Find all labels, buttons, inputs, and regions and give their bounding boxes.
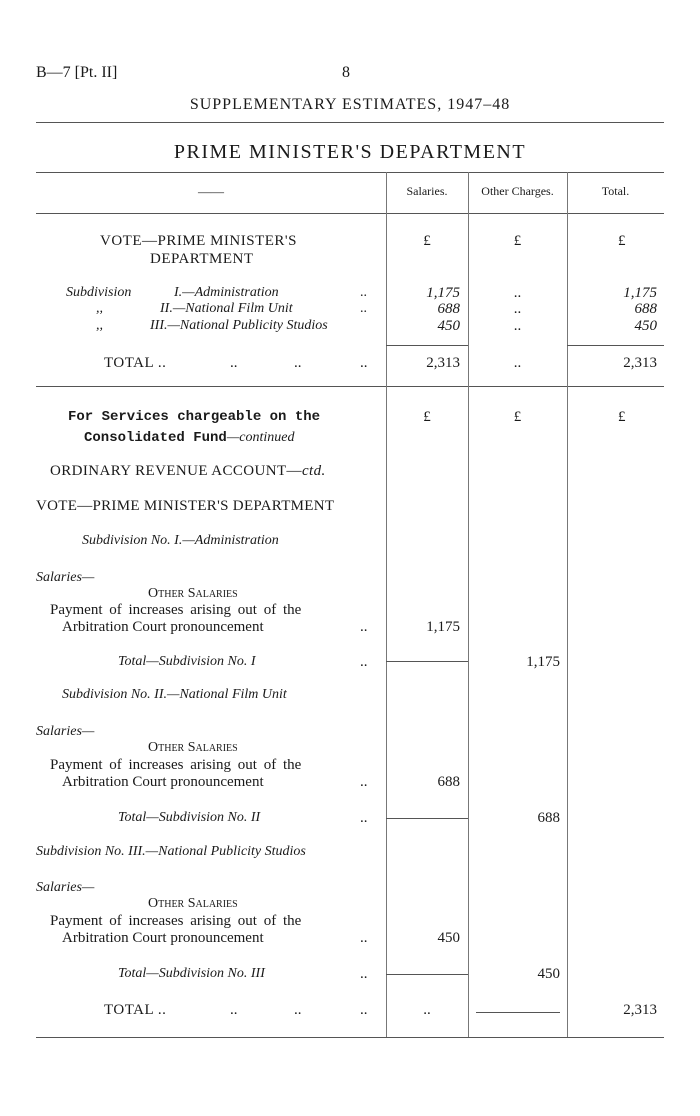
- summary-currency-total: £: [618, 233, 626, 249]
- column-header-description: ——: [198, 184, 224, 199]
- leader-dots: ..: [230, 1002, 238, 1018]
- summary-row-salaries: 1,175: [426, 285, 460, 301]
- subtotal-rule: [386, 661, 468, 662]
- payment-description-line2: Arbitration Court pronouncement: [62, 930, 264, 946]
- summary-vote-title-line2: DEPARTMENT: [150, 251, 254, 267]
- leader-dots: ..: [360, 355, 368, 371]
- other-salaries-label: Other Salaries: [148, 896, 238, 911]
- services-heading-fund: Consolidated Fund: [84, 430, 227, 446]
- summary-vote-title-line1: VOTE—PRIME MINISTER'S: [100, 233, 297, 249]
- summary-bottom-rule: [36, 386, 664, 387]
- leader-dots: ..: [360, 810, 368, 826]
- grand-total-amount: 2,313: [623, 1002, 657, 1018]
- payment-description-line2: Arbitration Court pronouncement: [62, 774, 264, 790]
- grand-total-rule: [476, 1012, 560, 1013]
- leader-dots: ..: [360, 966, 368, 982]
- department-heading: PRIME MINISTER'S DEPARTMENT: [173, 141, 527, 163]
- column-header-salaries: Salaries.: [406, 184, 448, 198]
- detail-vote-heading: VOTE—PRIME MINISTER'S DEPARTMENT: [36, 498, 335, 514]
- summary-row-total: 1,175: [623, 285, 657, 301]
- ditto-mark: ,,: [96, 301, 103, 316]
- ditto-mark: ,,: [96, 318, 103, 333]
- grand-total-salaries: ..: [423, 1002, 431, 1018]
- other-salaries-label: Other Salaries: [148, 740, 238, 755]
- summary-total-total: 2,313: [623, 355, 657, 371]
- subdivision-total-amount: 1,175: [526, 654, 560, 670]
- subtotal-rule: [386, 818, 468, 819]
- payment-description-line2: Arbitration Court pronouncement: [62, 619, 264, 635]
- summary-row-other: ..: [513, 285, 522, 301]
- summary-row-other: ..: [513, 301, 522, 317]
- summary-total-label: TOTAL ..: [104, 355, 167, 371]
- column-header-other-charges: Other Charges.: [481, 184, 554, 198]
- leader-dots: ..: [360, 930, 368, 946]
- subdivision-total-amount: 688: [537, 810, 560, 826]
- services-heading-line2: [84, 428, 294, 446]
- subdivision-total-label: Total—Subdivision No. III: [118, 966, 265, 981]
- subdivision-salaries-amount: 688: [437, 774, 460, 790]
- summary-row-salaries: 688: [437, 301, 460, 317]
- leader-dots: ..: [230, 355, 238, 371]
- ordinary-revenue-ctd: ctd.: [301, 463, 326, 479]
- subdivision-heading: Subdivision No. I.—Administration: [82, 533, 279, 548]
- summary-row-salaries: 450: [437, 318, 460, 334]
- detail-currency-other: £: [513, 409, 522, 425]
- salaries-label: Salaries—: [36, 570, 95, 585]
- subdivision-word: Subdivision: [66, 285, 132, 300]
- summary-row-label: I.—Administration: [174, 285, 279, 300]
- leader-dots: ..: [360, 654, 368, 670]
- services-heading-line1: For Services chargeable on the: [68, 409, 321, 425]
- summary-row-total: 450: [634, 318, 657, 334]
- salaries-label: Salaries—: [36, 880, 95, 895]
- summary-subtotal-rule: [567, 345, 664, 346]
- subdivision-salaries-amount: 1,175: [426, 619, 460, 635]
- payment-description-line1: Payment of increases arising out of the: [50, 602, 302, 618]
- summary-row-total: 688: [634, 301, 657, 317]
- leader-dots: ..: [360, 285, 367, 300]
- other-salaries-label: Other Salaries: [148, 586, 238, 601]
- leader-dots: ..: [360, 774, 368, 790]
- leader-dots: ..: [360, 301, 367, 316]
- ordinary-revenue-heading: [50, 463, 326, 480]
- subdivision-heading: Subdivision No. II.—National Film Unit: [62, 687, 287, 702]
- summary-total-salaries: 2,313: [426, 355, 460, 371]
- summary-currency-other: £: [513, 233, 522, 249]
- subdivision-total-label: Total—Subdivision No. I: [118, 654, 256, 669]
- column-header-total: Total.: [601, 184, 630, 198]
- subdivision-total-amount: 450: [537, 966, 560, 982]
- detail-currency-total: £: [618, 409, 626, 425]
- document-title: SUPPLEMENTARY ESTIMATES, 1947–48: [189, 96, 511, 113]
- table-header-rule: [36, 213, 664, 214]
- page-reference: B—7 [Pt. II]: [36, 64, 118, 81]
- ordinary-revenue-text: ORDINARY REVENUE ACCOUNT—: [50, 463, 302, 479]
- services-heading-continued: —continued: [226, 430, 295, 445]
- table-bottom-rule: [36, 1037, 664, 1038]
- summary-row-other: ..: [513, 318, 522, 334]
- summary-total-other: ..: [513, 355, 522, 371]
- summary-subtotal-rule: [386, 345, 468, 346]
- table-top-rule: [36, 172, 664, 173]
- leader-dots: ..: [294, 1002, 302, 1018]
- rule-under-title: [36, 122, 664, 123]
- payment-description-line1: Payment of increases arising out of the: [50, 913, 302, 929]
- page-number: 8: [342, 64, 350, 81]
- summary-row-label: III.—National Publicity Studios: [150, 318, 328, 333]
- summary-row-label: II.—National Film Unit: [160, 301, 293, 316]
- detail-currency-salaries: £: [423, 409, 431, 425]
- leader-dots: ..: [360, 619, 368, 635]
- subdivision-heading: Subdivision No. III.—National Publicity Studios: [36, 844, 306, 859]
- leader-dots: ..: [360, 1002, 368, 1018]
- subdivision-salaries-amount: 450: [437, 930, 460, 946]
- summary-currency-salaries: £: [423, 233, 431, 249]
- leader-dots: ..: [294, 355, 302, 371]
- salaries-label: Salaries—: [36, 724, 95, 739]
- payment-description-line1: Payment of increases arising out of the: [50, 757, 302, 773]
- subtotal-rule: [386, 974, 468, 975]
- subdivision-total-label: Total—Subdivision No. II: [118, 810, 261, 825]
- grand-total-label: TOTAL ..: [104, 1002, 167, 1018]
